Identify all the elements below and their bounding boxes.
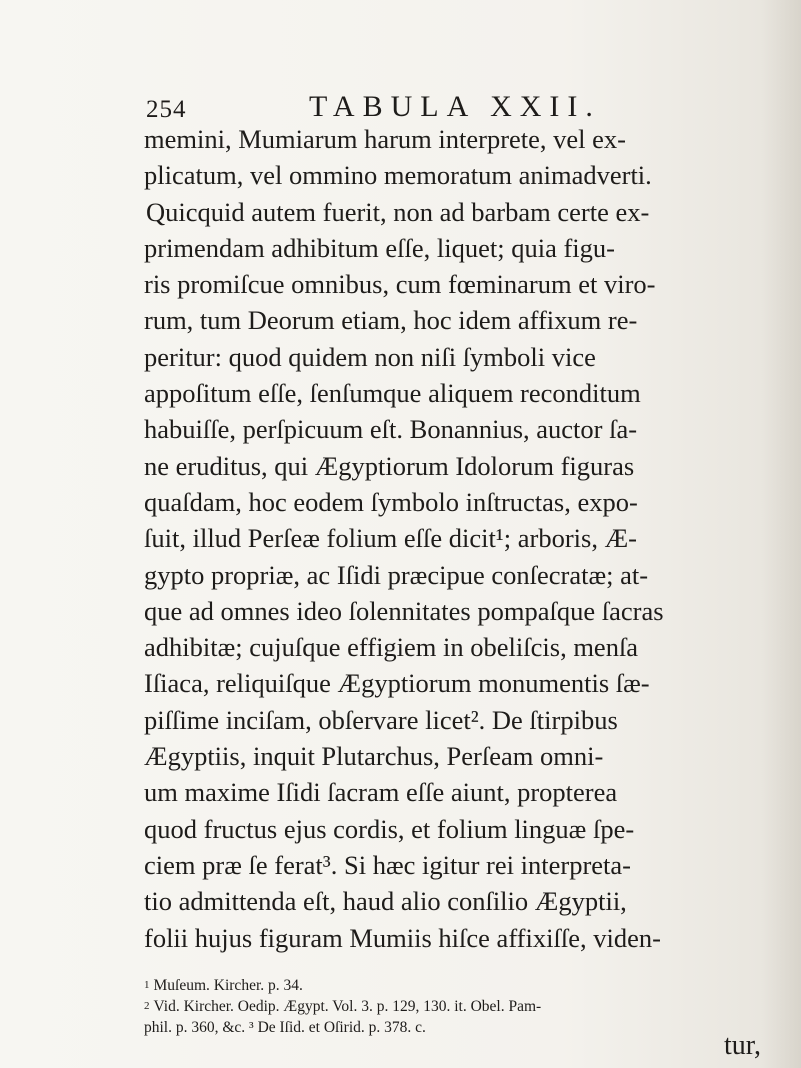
- text-line: folii hujus figuram Mumiis hiſce affixiſſe, viden-: [144, 922, 661, 953]
- text-line: que ad omnes ideo ſolennitates pompaſque ſacras: [144, 595, 664, 626]
- text-line: tio admittenda eſt, haud alio conſilio Ægyptii,: [144, 886, 627, 917]
- text-line: Quicquid autem fuerit, non ad barbam certe ex-: [146, 196, 650, 227]
- text-line: quaſdam, hoc eodem ſymbolo inſtructas, expo-: [144, 486, 638, 517]
- text-line: memini, Mumiarum harum interprete, vel ex-: [144, 124, 627, 154]
- footnote: [144, 996, 784, 1017]
- text-line: ſuit, illud Perſeæ folium eſſe dicit¹; arboris, Æ-: [144, 523, 637, 554]
- body-text: [144, 121, 784, 956]
- text-line: um maxime Iſidi ſacram eſſe aiunt, propterea: [144, 777, 618, 808]
- text-line: habuiſſe, perſpicuum eſt. Bonannius, auctor ſa-: [144, 414, 638, 445]
- text-line: primendam adhibitum eſſe, liquet; quia figu-: [144, 232, 615, 263]
- text-line: ris promiſcue omnibus, cum fœminarum et viro-: [144, 269, 656, 300]
- catchword: tur,: [724, 1030, 761, 1061]
- text-line: quod fructus ejus cordis, et folium linguæ ſpe-: [144, 813, 635, 844]
- text-line: gypto propriæ, ac Iſidi præcipue conſecratæ; at-: [144, 559, 649, 590]
- text-line: appoſitum eſſe, ſenſumque aliquem reconditum: [144, 378, 641, 409]
- footnote-number: 2: [144, 1000, 150, 1012]
- running-title: TABULA XXII.: [309, 90, 601, 123]
- text-line: adhibitæ; cujuſque effigiem in obeliſcis, menſa: [144, 632, 639, 663]
- footnote: [144, 1017, 784, 1038]
- text-line: plicatum, vel ommino memoratum animadverti.: [144, 160, 652, 191]
- text-line: ne eruditus, qui Ægyptiorum Idolorum figuras: [144, 450, 635, 481]
- text-line: ciem præ ſe ferat³. Si hæc igitur rei interpreta-: [144, 849, 631, 880]
- footnote-text: phil. p. 360, &c. ³ De Iſid. et Oſirid. p. 378. c.: [144, 1019, 426, 1036]
- footnote-text: Muſeum. Kircher. p. 34.: [153, 977, 303, 994]
- text-line: Ægyptiis, inquit Plutarchus, Perſeam omni-: [144, 741, 604, 772]
- text-line: rum, tum Deorum etiam, hoc idem affixum re-: [144, 305, 638, 336]
- page-number: 254: [146, 96, 187, 123]
- text-line: piſſime inciſam, obſervare licet². De ſtirpibus: [144, 704, 618, 735]
- footnotes: [144, 975, 784, 1038]
- text-line: peritur: quod quidem non niſi ſymboli vice: [144, 341, 596, 372]
- footnote: [144, 975, 784, 996]
- text-line: Iſiaca, reliquiſque Ægyptiorum monumentis ſæ-: [144, 668, 650, 699]
- footnote-text: Vid. Kircher. Oedip. Ægypt. Vol. 3. p. 129, 130. it. Obel. Pam-: [153, 998, 542, 1015]
- footnote-number: 1: [144, 979, 150, 991]
